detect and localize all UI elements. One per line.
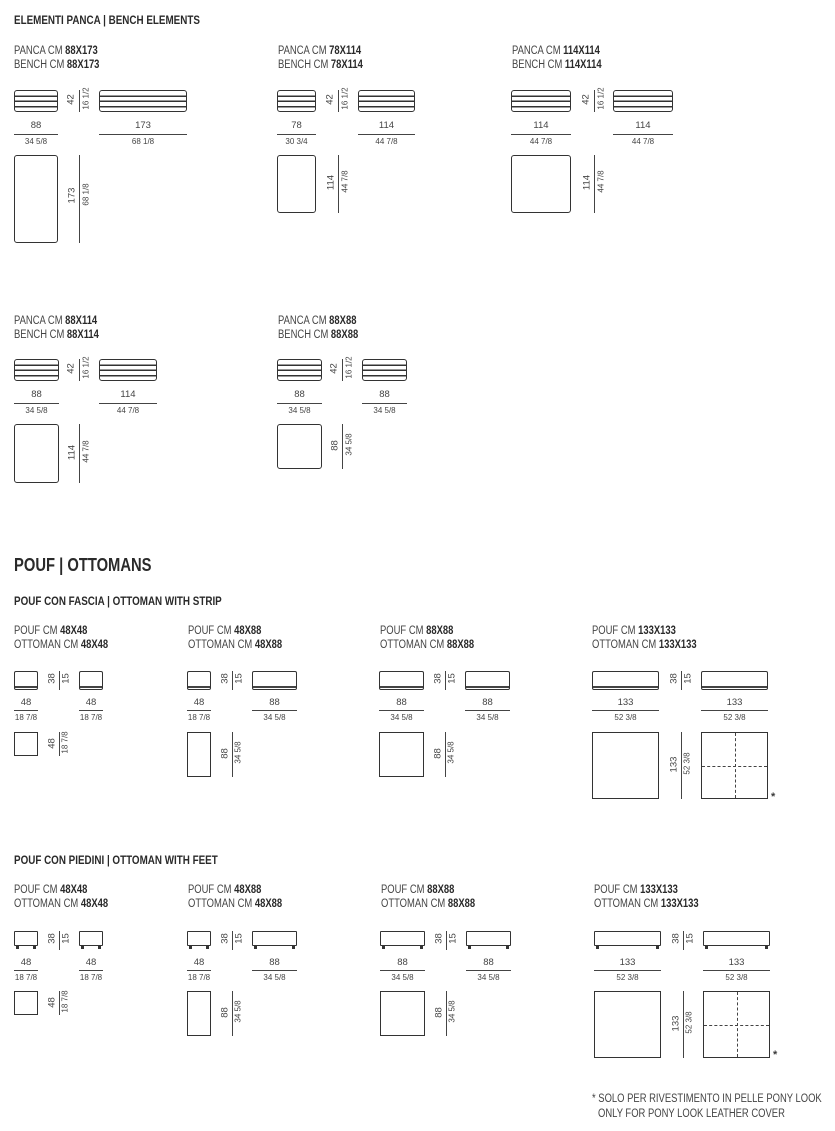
height-in: 15 bbox=[60, 933, 72, 944]
depth-cm: 114 bbox=[581, 174, 593, 191]
bench-88x173-group bbox=[14, 44, 118, 72]
depth-cm: 173 bbox=[66, 187, 78, 204]
height-line bbox=[79, 359, 80, 381]
side-in: 52 3/8 bbox=[723, 713, 746, 722]
front-line bbox=[14, 710, 38, 711]
front-line bbox=[511, 134, 571, 135]
side-line bbox=[252, 970, 297, 971]
side-in: 18 7/8 bbox=[79, 713, 103, 722]
ottoman-front-view bbox=[594, 931, 661, 946]
front-cm: 48 bbox=[193, 957, 205, 968]
height-in: 15 bbox=[447, 933, 459, 944]
pony-look-top-view bbox=[703, 991, 770, 1058]
ottomans-section-title: POUF | OTTOMANS bbox=[14, 555, 152, 575]
depth-line bbox=[594, 155, 595, 213]
product-name-en: OTTOMAN CM 88X88 bbox=[380, 639, 475, 651]
side-in: 44 7/8 bbox=[116, 406, 140, 415]
depth-cm: 88 bbox=[329, 440, 341, 451]
bench-114x114-group bbox=[512, 44, 621, 72]
depth-in: 52 3/8 bbox=[684, 1011, 694, 1034]
front-in: 18 7/8 bbox=[14, 973, 38, 982]
ottoman-top-view bbox=[14, 991, 38, 1015]
footnote-it: * SOLO PER RIVESTIMENTO IN PELLE PONY LOOK bbox=[592, 1093, 822, 1105]
depth-in: 52 3/8 bbox=[682, 752, 692, 775]
product-name-it: PANCA CM 114X114 bbox=[512, 45, 600, 57]
height-cm: 38 bbox=[46, 673, 58, 684]
bench-side-view bbox=[613, 90, 673, 112]
side-in: 34 5/8 bbox=[263, 713, 286, 722]
ottoman-side-view bbox=[79, 671, 103, 690]
depth-cm: 88 bbox=[219, 1007, 231, 1018]
side-cm: 88 bbox=[269, 957, 280, 968]
product-name-it: POUF CM 48X48 bbox=[14, 884, 88, 896]
height-cm: 38 bbox=[432, 673, 444, 684]
front-in: 34 5/8 bbox=[288, 406, 311, 415]
bench-front-view bbox=[14, 359, 59, 381]
side-line bbox=[79, 710, 103, 711]
front-cm: 88 bbox=[396, 697, 407, 708]
front-in: 34 5/8 bbox=[391, 973, 414, 982]
side-cm: 88 bbox=[379, 389, 390, 400]
side-cm: 88 bbox=[269, 697, 280, 708]
footnote-en: ONLY FOR PONY LOOK LEATHER COVER bbox=[598, 1108, 785, 1120]
height-cm: 38 bbox=[219, 673, 231, 684]
product-name-en: BENCH CM 88X114 bbox=[14, 329, 99, 341]
ottoman-front-view bbox=[187, 931, 211, 946]
height-cm: 42 bbox=[580, 94, 592, 105]
depth-in: 34 5/8 bbox=[446, 741, 456, 764]
bench-front-view bbox=[14, 90, 58, 112]
depth-in: 44 7/8 bbox=[596, 170, 606, 193]
product-name-en: BENCH CM 78X114 bbox=[278, 59, 363, 71]
front-line bbox=[277, 403, 322, 404]
height-cm: 42 bbox=[65, 363, 77, 374]
bench-front-view bbox=[511, 90, 571, 112]
front-cm: 133 bbox=[619, 957, 636, 968]
ottoman-side-view bbox=[79, 931, 103, 946]
product-name-it: POUF CM 88X88 bbox=[380, 625, 454, 637]
depth-cm: 88 bbox=[433, 1007, 445, 1018]
product-name-en: OTTOMAN CM 48X48 bbox=[14, 639, 109, 651]
bench-side-view bbox=[99, 359, 157, 381]
depth-cm: 88 bbox=[219, 748, 231, 759]
ottoman-side-view bbox=[701, 671, 768, 690]
height-in: 16 1/2 bbox=[344, 356, 354, 379]
ottoman-top-view bbox=[380, 991, 425, 1036]
height-in: 15 bbox=[233, 933, 245, 944]
depth-cm: 114 bbox=[66, 444, 78, 461]
ottoman-side-view bbox=[466, 931, 511, 946]
front-in: 34 5/8 bbox=[25, 406, 48, 415]
feet-48x88-group bbox=[188, 883, 303, 911]
front-in: 34 5/8 bbox=[24, 137, 48, 146]
ottoman-front-view bbox=[14, 671, 38, 690]
front-line bbox=[592, 710, 659, 711]
product-name-it: PANCA CM 88X173 bbox=[14, 45, 98, 57]
pony-look-top-view bbox=[701, 732, 768, 799]
front-in: 44 7/8 bbox=[529, 137, 553, 146]
ottoman-front-view bbox=[592, 671, 659, 690]
depth-line bbox=[342, 424, 343, 469]
product-name-it: POUF CM 48X88 bbox=[188, 625, 262, 637]
front-in: 30 3/4 bbox=[285, 137, 308, 146]
height-in: 15 bbox=[684, 933, 696, 944]
height-cm: 38 bbox=[219, 933, 231, 944]
depth-in: 18 7/8 bbox=[60, 731, 70, 754]
ottoman-side-view bbox=[703, 931, 770, 946]
product-name-it: POUF CM 88X88 bbox=[381, 884, 455, 896]
depth-cm: 88 bbox=[432, 748, 444, 759]
depth-line bbox=[79, 155, 80, 243]
height-in: 15 bbox=[446, 673, 458, 684]
ottoman-top-view bbox=[379, 732, 424, 777]
bench-88x88-group bbox=[278, 314, 376, 342]
height-in: 16 1/2 bbox=[596, 87, 606, 110]
height-cm: 42 bbox=[65, 94, 77, 105]
product-name-it: POUF CM 133X133 bbox=[592, 625, 676, 637]
front-cm: 88 bbox=[294, 389, 305, 400]
side-cm: 133 bbox=[726, 697, 743, 708]
depth-line bbox=[79, 424, 80, 483]
front-line bbox=[14, 970, 38, 971]
front-cm: 133 bbox=[617, 697, 634, 708]
depth-in: 44 7/8 bbox=[81, 440, 91, 463]
product-name-en: OTTOMAN CM 133X133 bbox=[592, 639, 697, 651]
depth-line bbox=[338, 155, 339, 213]
side-line bbox=[613, 134, 673, 135]
side-cm: 173 bbox=[135, 120, 151, 131]
product-name-it: POUF CM 48X88 bbox=[188, 884, 262, 896]
bench-side-view bbox=[99, 90, 187, 112]
depth-cm: 48 bbox=[46, 738, 58, 749]
front-cm: 48 bbox=[20, 697, 32, 708]
front-line bbox=[14, 134, 58, 135]
side-in: 34 5/8 bbox=[263, 973, 286, 982]
ottoman-top-view bbox=[14, 732, 38, 756]
bench-top-view bbox=[277, 155, 316, 213]
side-line bbox=[701, 710, 768, 711]
bench-side-view bbox=[362, 359, 407, 381]
bench-top-view bbox=[14, 155, 58, 243]
side-in: 52 3/8 bbox=[725, 973, 748, 982]
product-name-it: POUF CM 48X48 bbox=[14, 625, 88, 637]
product-name-it: PANCA CM 88X114 bbox=[14, 315, 98, 327]
depth-in: 44 7/8 bbox=[340, 170, 350, 193]
product-name-en: OTTOMAN CM 88X88 bbox=[381, 898, 476, 910]
depth-in: 34 5/8 bbox=[344, 433, 354, 456]
depth-in: 34 5/8 bbox=[233, 741, 243, 764]
product-name-en: BENCH CM 88X88 bbox=[278, 329, 359, 341]
front-line bbox=[187, 710, 211, 711]
strip-section-title: POUF CON FASCIA | OTTOMAN WITH STRIP bbox=[14, 594, 222, 608]
height-line bbox=[594, 90, 595, 112]
side-in: 68 1/8 bbox=[131, 137, 155, 146]
front-in: 18 7/8 bbox=[187, 973, 211, 982]
depth-in: 34 5/8 bbox=[447, 1000, 457, 1023]
side-cm: 114 bbox=[635, 120, 651, 131]
product-name-it: PANCA CM 78X114 bbox=[278, 45, 362, 57]
height-in: 16 1/2 bbox=[81, 87, 91, 110]
bench-front-view bbox=[277, 90, 316, 112]
bench-side-view bbox=[358, 90, 415, 112]
side-line bbox=[79, 970, 103, 971]
height-in: 15 bbox=[233, 673, 245, 684]
bench-front-view bbox=[277, 359, 322, 381]
ottoman-top-view bbox=[187, 991, 211, 1036]
height-line bbox=[338, 90, 339, 112]
ottoman-side-view bbox=[252, 671, 297, 690]
side-cm: 114 bbox=[378, 120, 395, 131]
ottoman-side-view bbox=[252, 931, 297, 946]
ottoman-top-view bbox=[594, 991, 661, 1058]
ottoman-front-view bbox=[187, 671, 211, 690]
depth-cm: 48 bbox=[46, 997, 58, 1008]
feet-48x48-group bbox=[14, 883, 129, 911]
product-name-it: POUF CM 133X133 bbox=[594, 884, 678, 896]
ottoman-front-view bbox=[380, 931, 425, 946]
height-cm: 38 bbox=[433, 933, 445, 944]
bench-top-view bbox=[14, 424, 59, 483]
depth-in: 18 7/8 bbox=[60, 990, 70, 1013]
product-name-en: OTTOMAN CM 48X88 bbox=[188, 639, 283, 651]
asterisk-mark: * bbox=[771, 791, 776, 803]
side-line bbox=[252, 710, 297, 711]
ottoman-top-view bbox=[592, 732, 659, 799]
front-cm: 78 bbox=[291, 120, 302, 131]
front-line bbox=[277, 134, 316, 135]
ottoman-front-view bbox=[379, 671, 424, 690]
front-in: 18 7/8 bbox=[14, 713, 38, 722]
product-name-it: PANCA CM 88X88 bbox=[278, 315, 357, 327]
feet-section-title: POUF CON PIEDINI | OTTOMAN WITH FEET bbox=[14, 853, 218, 867]
side-line bbox=[99, 403, 157, 404]
front-cm: 48 bbox=[193, 697, 205, 708]
asterisk-mark: * bbox=[773, 1049, 778, 1061]
front-in: 52 3/8 bbox=[614, 713, 637, 722]
side-in: 34 5/8 bbox=[477, 973, 500, 982]
front-line bbox=[594, 970, 661, 971]
height-cm: 38 bbox=[668, 673, 680, 684]
depth-cm: 114 bbox=[325, 174, 337, 191]
feet-88x88-group bbox=[381, 883, 496, 911]
bench-78x114-group bbox=[278, 44, 382, 72]
product-name-en: BENCH CM 88X173 bbox=[14, 59, 100, 71]
side-in: 34 5/8 bbox=[373, 406, 396, 415]
strip-48x48-group bbox=[14, 624, 129, 652]
front-cm: 114 bbox=[533, 120, 549, 131]
side-line bbox=[465, 710, 510, 711]
front-cm: 88 bbox=[31, 389, 42, 400]
front-line bbox=[14, 403, 59, 404]
front-line bbox=[187, 970, 211, 971]
product-name-en: OTTOMAN CM 133X133 bbox=[594, 898, 699, 910]
front-line bbox=[380, 970, 425, 971]
height-cm: 38 bbox=[670, 933, 682, 944]
side-in: 34 5/8 bbox=[476, 713, 499, 722]
height-cm: 42 bbox=[328, 363, 340, 374]
side-cm: 88 bbox=[483, 957, 494, 968]
product-name-en: OTTOMAN CM 48X88 bbox=[188, 898, 283, 910]
strip-88x88-group bbox=[380, 624, 495, 652]
bench-88x114-group bbox=[14, 314, 118, 342]
height-line bbox=[342, 359, 343, 381]
height-in: 15 bbox=[682, 673, 694, 684]
bench-top-view bbox=[277, 424, 322, 469]
ottoman-front-view bbox=[14, 931, 38, 946]
side-line bbox=[99, 134, 187, 135]
side-line bbox=[362, 403, 407, 404]
depth-in: 34 5/8 bbox=[233, 1000, 243, 1023]
side-line bbox=[703, 970, 770, 971]
depth-cm: 133 bbox=[668, 756, 680, 773]
depth-in: 68 1/8 bbox=[81, 183, 91, 206]
side-line bbox=[358, 134, 415, 135]
ottoman-top-view bbox=[187, 732, 211, 777]
side-in: 18 7/8 bbox=[79, 973, 103, 982]
side-in: 44 7/8 bbox=[375, 137, 398, 146]
front-in: 34 5/8 bbox=[390, 713, 413, 722]
side-cm: 48 bbox=[85, 957, 97, 968]
product-name-en: OTTOMAN CM 48X48 bbox=[14, 898, 109, 910]
height-in: 15 bbox=[60, 673, 72, 684]
height-line bbox=[79, 90, 80, 112]
height-cm: 42 bbox=[324, 94, 336, 105]
product-name-en: BENCH CM 114X114 bbox=[512, 59, 602, 71]
height-cm: 38 bbox=[46, 933, 58, 944]
height-in: 16 1/2 bbox=[81, 356, 91, 379]
depth-cm: 133 bbox=[670, 1015, 682, 1032]
feet-133x133-group bbox=[594, 883, 722, 911]
side-cm: 133 bbox=[728, 957, 745, 968]
front-in: 52 3/8 bbox=[616, 973, 639, 982]
side-cm: 88 bbox=[482, 697, 493, 708]
front-cm: 88 bbox=[397, 957, 408, 968]
strip-133x133-group bbox=[592, 624, 720, 652]
front-line bbox=[379, 710, 424, 711]
bench-top-view bbox=[511, 155, 571, 213]
side-line bbox=[466, 970, 511, 971]
strip-48x88-group bbox=[188, 624, 303, 652]
bench-section-title: ELEMENTI PANCA | BENCH ELEMENTS bbox=[14, 13, 200, 27]
front-in: 18 7/8 bbox=[187, 713, 211, 722]
side-cm: 48 bbox=[85, 697, 97, 708]
front-cm: 88 bbox=[30, 120, 42, 131]
side-in: 44 7/8 bbox=[631, 137, 655, 146]
front-cm: 48 bbox=[20, 957, 32, 968]
ottoman-side-view bbox=[465, 671, 510, 690]
side-cm: 114 bbox=[120, 389, 136, 400]
height-in: 16 1/2 bbox=[340, 87, 350, 110]
